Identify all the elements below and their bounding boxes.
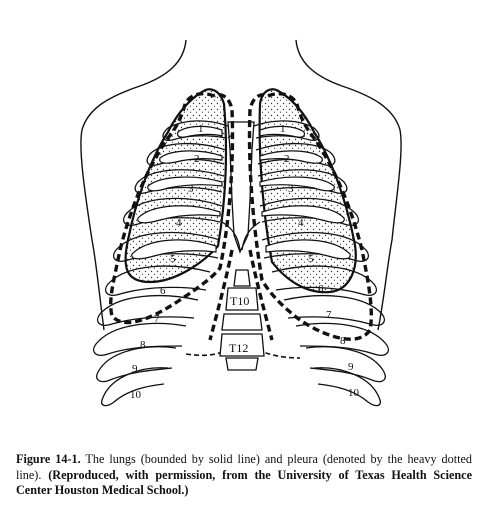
right-rib-label: 7 bbox=[326, 309, 332, 321]
figure-caption bbox=[16, 452, 472, 499]
left-rib-label: 6 bbox=[160, 285, 166, 297]
right-rib-label: 8 bbox=[340, 335, 346, 347]
left-rib-label: 8 bbox=[140, 339, 146, 351]
left-rib-label: 7 bbox=[154, 313, 160, 325]
caption-label: Figure 14-1. bbox=[16, 452, 81, 466]
right-rib-label: 5 bbox=[308, 253, 314, 265]
left-rib-label: 1 bbox=[198, 123, 204, 135]
right-rib-label: 10 bbox=[348, 387, 359, 399]
vertebra-label-t10: T10 bbox=[230, 294, 250, 308]
right-rib-label: 3 bbox=[288, 183, 294, 195]
right-rib-label: 6 bbox=[318, 283, 324, 295]
caption-text: The lungs (bounded by solid line) and pleura (denoted by the heavy dotted line). bbox=[16, 452, 472, 482]
left-rib-label: 9 bbox=[132, 363, 138, 375]
right-rib-label: 9 bbox=[348, 361, 354, 373]
vertebra-label-t12: T12 bbox=[229, 341, 249, 355]
left-rib-label: 2 bbox=[194, 153, 200, 165]
left-rib-label: 5 bbox=[170, 253, 176, 265]
right-rib-label: 4 bbox=[298, 217, 304, 229]
caption-credit: (Reproduced, with permission, from the University of Texas Health Science Center Houston Medical School.) bbox=[16, 467, 472, 497]
left-rib-label: 10 bbox=[130, 389, 141, 401]
left-rib-label: 3 bbox=[188, 183, 194, 195]
right-rib-label: 1 bbox=[280, 123, 286, 135]
left-rib-label: 4 bbox=[176, 217, 182, 229]
right-rib-label: 2 bbox=[284, 153, 290, 165]
